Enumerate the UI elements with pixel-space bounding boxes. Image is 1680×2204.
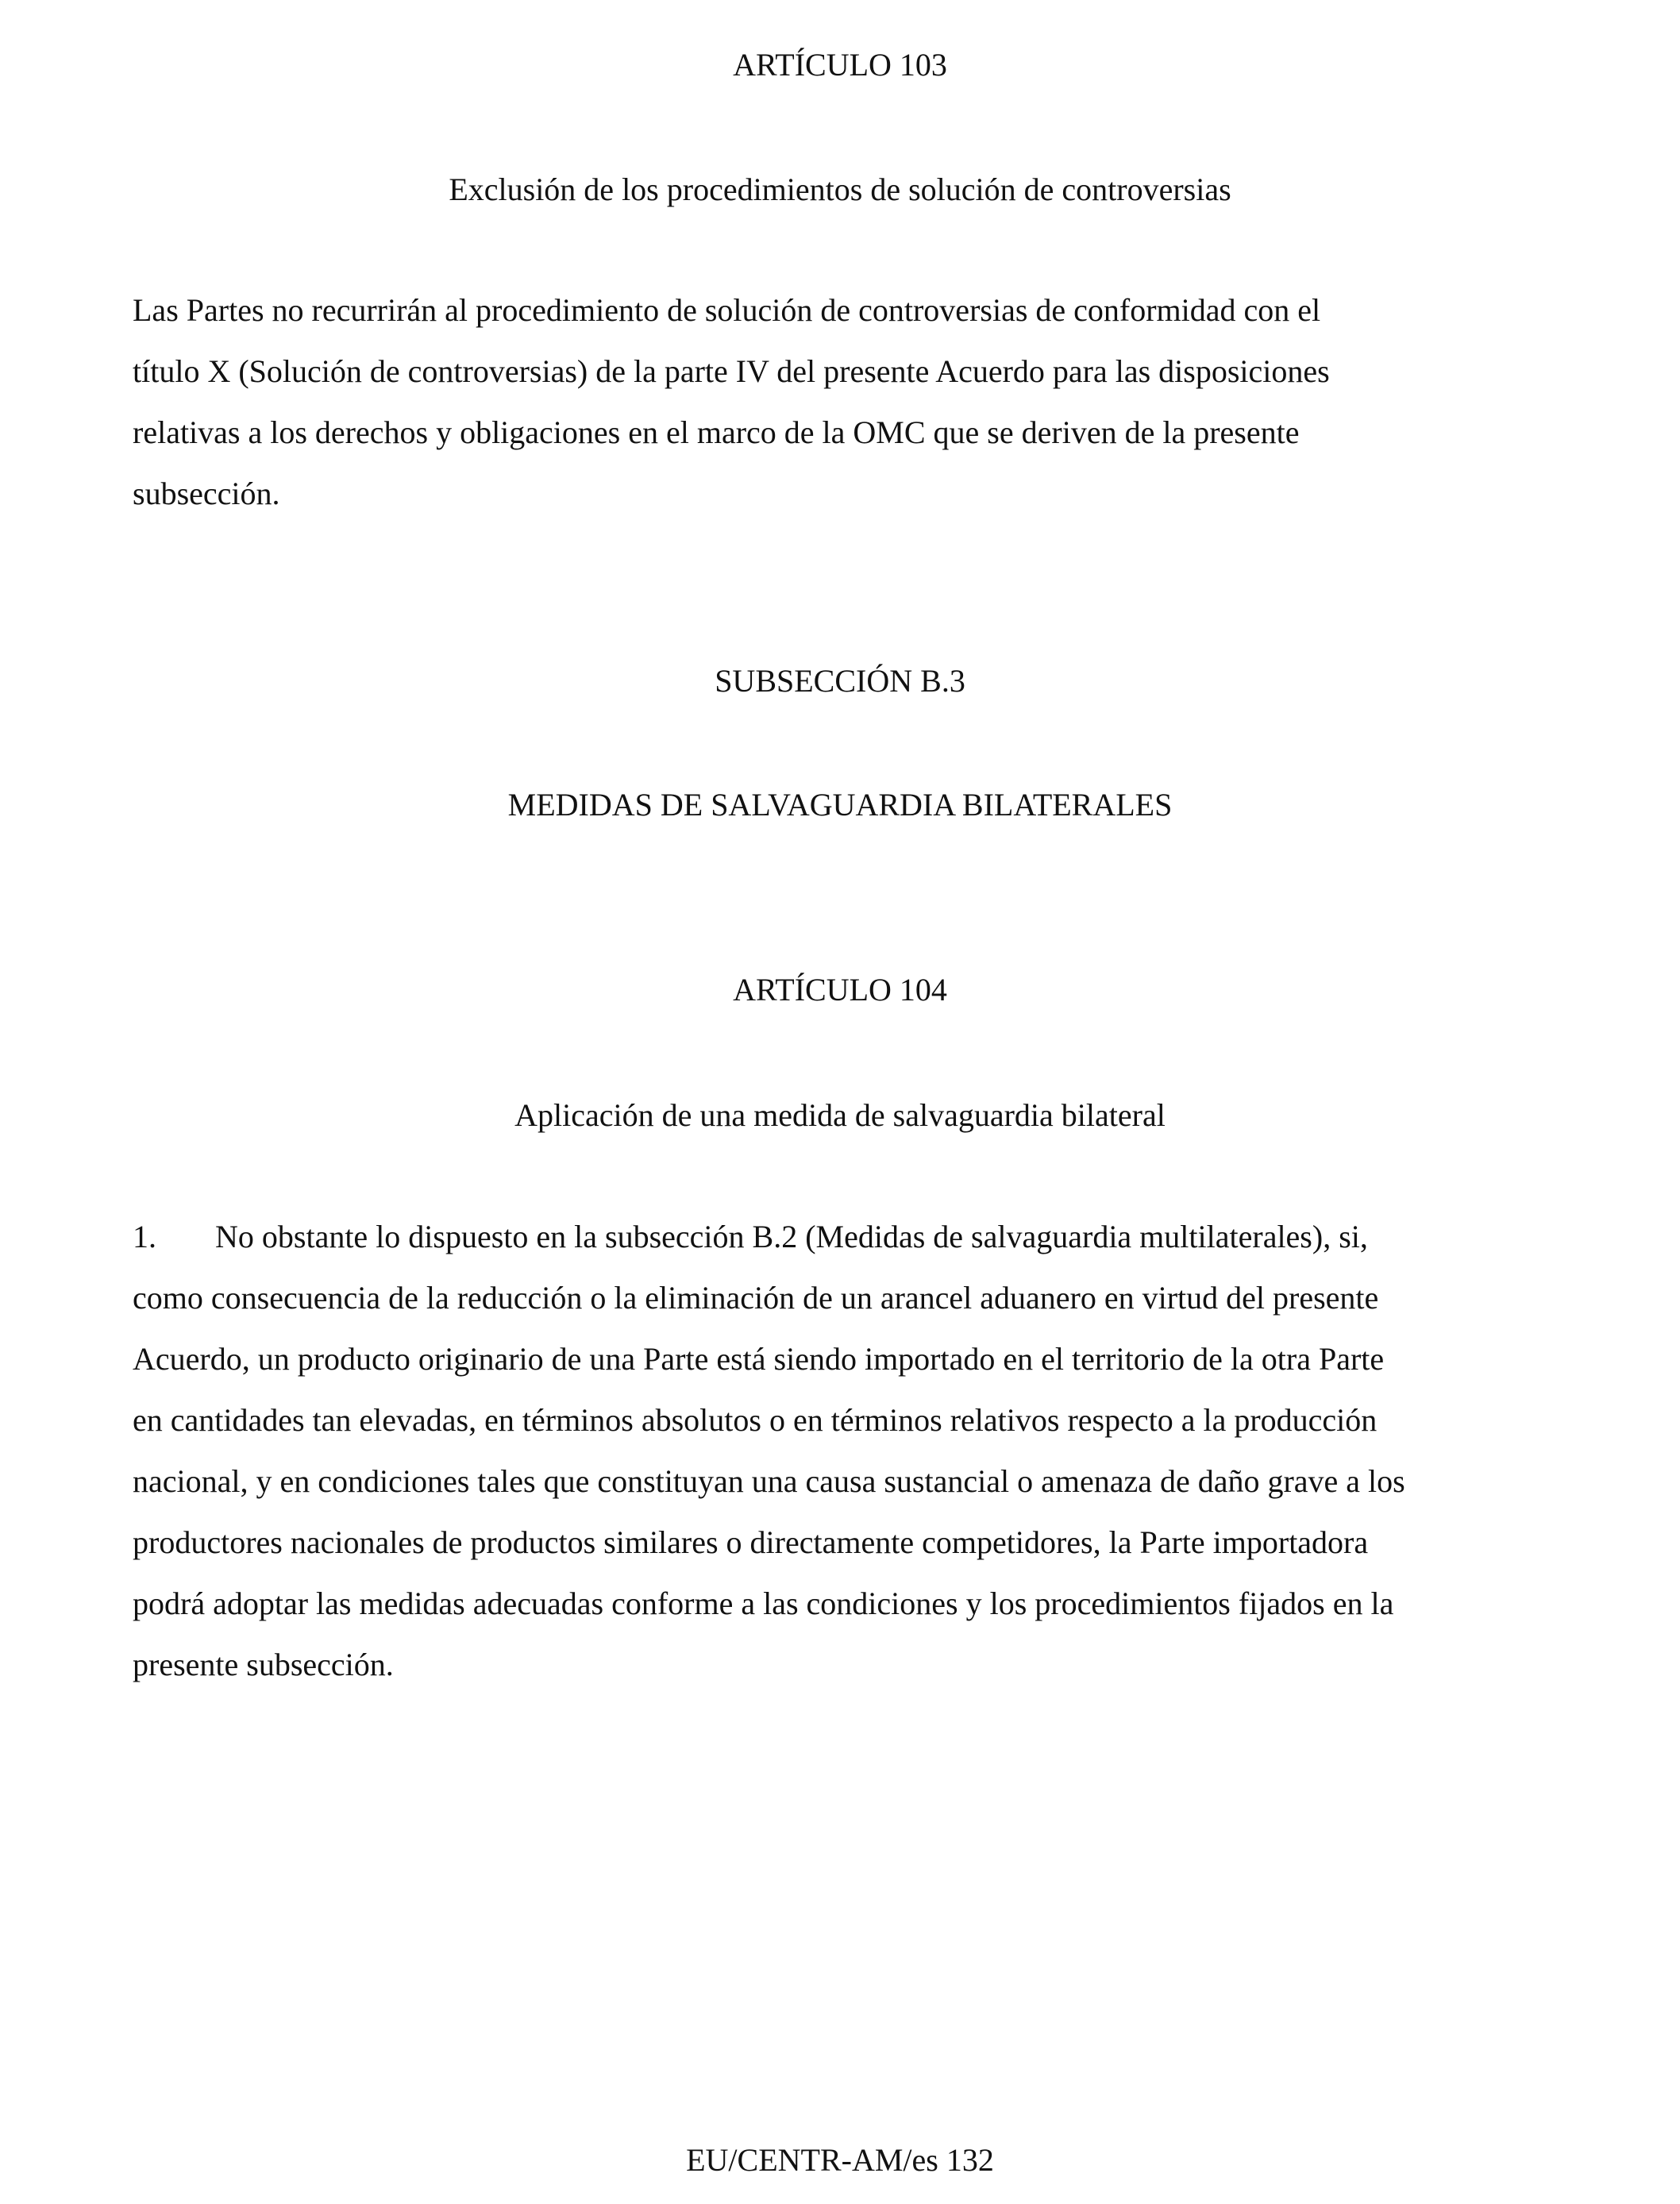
article-103-body [133,279,1562,524]
article-104-line: como consecuencia de la reducción o la eliminación de un arancel aduanero en virtud del presente [133,1280,1379,1316]
article-104-title: Aplicación de una medida de salvaguardia bilateral [514,1097,1166,1133]
article-104-line: podrá adoptar las medidas adecuadas conforme a las condiciones y los procedimientos fijados en la [133,1586,1394,1621]
article-103-line: Las Partes no recurrirán al procedimiento de solución de controversias de conformidad con el [133,292,1321,328]
article-104-line: en cantidades tan elevadas, en términos absolutos o en términos relativos respecto a la producción [133,1402,1378,1438]
article-104-line: productores nacionales de productos similares o directamente competidores, la Parte importadora [133,1524,1369,1560]
article-104-body [133,1206,1562,1695]
article-104-line: Acuerdo, un producto originario de una Parte está siendo importado en el territorio de la otra Parte [133,1341,1385,1377]
article-104-line: nacional, y en condiciones tales que constituyan una causa sustancial o amenaza de daño grave a los [133,1463,1405,1499]
article-104-first-line [133,1206,1562,1267]
subsection-heading: SUBSECCIÓN B.3 [715,663,965,699]
footer-reference: EU/CENTR-AM/es 132 [686,2142,994,2178]
article-104-line: presente subsección. [133,1647,394,1682]
paragraph-number: 1. [133,1219,156,1254]
article-103-heading: ARTÍCULO 103 [733,47,947,83]
subsection-title: MEDIDAS DE SALVAGUARDIA BILATERALES [507,787,1173,823]
article-103-line: subsección. [133,476,280,511]
article-103-line: relativas a los derechos y obligaciones en el marco de la OMC que se deriven de la presente [133,414,1300,450]
article-104-line: No obstante lo dispuesto en la subsección B.2 (Medidas de salvaguardia multilaterales), si, [215,1219,1368,1254]
article-104-heading: ARTÍCULO 104 [733,972,947,1008]
article-103-line: título X (Solución de controversias) de la parte IV del presente Acuerdo para las disposiciones [133,353,1330,389]
article-103-title: Exclusión de los procedimientos de solución de controversias [449,171,1231,207]
